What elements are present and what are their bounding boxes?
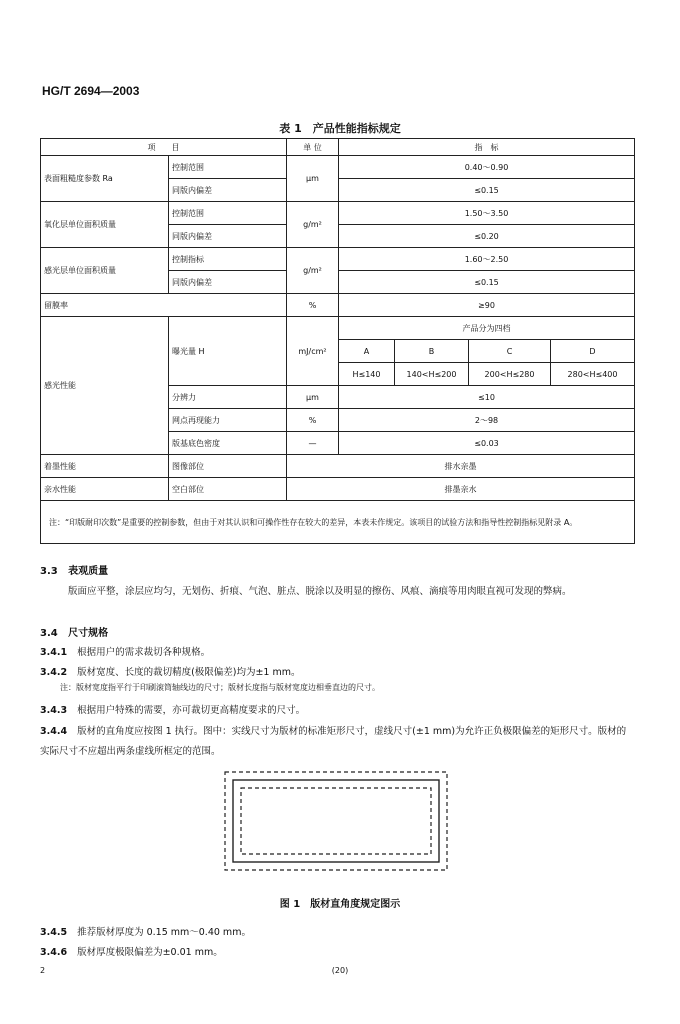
clause-number: 3.4.2 [40, 667, 68, 678]
row-unit: g/m² [287, 248, 339, 294]
row-value: 1.50～3.50 [339, 202, 635, 225]
grade-range: 280<H≤400 [551, 363, 635, 386]
clause-text: 版材宽度、长度的裁切精度(极限偏差)均为±1 mm。 [77, 667, 301, 678]
row-name: 留膜率 [41, 294, 287, 317]
header-item: 项 目 [41, 139, 287, 156]
table-row [41, 455, 635, 478]
paragraph-3-3: 版面应平整，涂层应均匀，无划伤、折痕、气泡、脏点、脱涂以及明显的擦伤、风痕、滴痕等用肉眼直视可发现的弊病。 [68, 586, 572, 597]
row-name: 感光性能 [41, 317, 169, 455]
row-name: 着墨性能 [41, 455, 169, 478]
row-sub: 版基底色密度 [169, 432, 287, 455]
grade-label: B [395, 340, 469, 363]
header-value: 指 标 [339, 139, 635, 156]
clause-3-4-1 [40, 644, 210, 658]
row-unit: % [287, 409, 339, 432]
row-value: ≤0.15 [339, 271, 635, 294]
clause-number: 3.4.3 [40, 705, 68, 716]
clause-text: 版材的直角度应按图 1 执行。图中：实线尺寸为版材的标准矩形尺寸，虚线尺寸(±1 mm)为允许正负极限偏差的矩形尺寸。版材的实际尺寸不应超出两条虚线所框定的范围。 [40, 726, 627, 757]
standard-number: HG/T 2694—2003 [42, 84, 140, 98]
row-name: 感光层单位面积质量 [41, 248, 169, 294]
section-number: 3.4 [40, 628, 58, 639]
row-sub: 网点再现能力 [169, 409, 287, 432]
row-sub: 曝光量 H [169, 317, 287, 386]
grade-label: C [469, 340, 551, 363]
row-value: 排墨亲水 [287, 478, 635, 501]
clause-3-4-3 [40, 702, 305, 716]
row-value: 0.40～0.90 [339, 156, 635, 179]
grade-label: D [551, 340, 635, 363]
outer-dashed-rect [225, 772, 447, 870]
row-sub: 同版内偏差 [169, 179, 287, 202]
row-value: 2～98 [339, 409, 635, 432]
standard-solid-rect [233, 780, 439, 862]
table-row [41, 294, 635, 317]
table-note: 注：“印版耐印次数”是重要的控制参数，但由于对其认识和可操作性存在较大的差异，本表未作规定。该项目的试验方法和指导性控制指标见附录 A。 [41, 501, 635, 544]
row-name: 氧化层单位面积质量 [41, 202, 169, 248]
section-3-4 [40, 624, 108, 639]
grade-note: 产品分为四档 [339, 317, 635, 340]
table-row [41, 156, 635, 179]
grade-label: A [339, 340, 395, 363]
row-unit: g/m² [287, 202, 339, 248]
clause-3-4-6 [40, 944, 223, 958]
row-value: ≤10 [339, 386, 635, 409]
row-unit: % [287, 294, 339, 317]
grade-range: 140<H≤200 [395, 363, 469, 386]
row-sub: 控制范围 [169, 202, 287, 225]
spec-table [40, 138, 635, 544]
table-row [41, 317, 635, 340]
table-row [41, 478, 635, 501]
row-name: 表面粗糙度参数 Ra [41, 156, 169, 202]
clause-number: 3.4.4 [40, 726, 68, 737]
clause-number: 3.4.5 [40, 927, 68, 938]
row-value: ≤0.15 [339, 179, 635, 202]
section-3-3 [40, 562, 108, 577]
row-value: ≥90 [339, 294, 635, 317]
row-sub: 图像部位 [169, 455, 287, 478]
clause-number: 3.4.1 [40, 647, 68, 658]
clause-number: 3.4.6 [40, 947, 68, 958]
row-unit: — [287, 432, 339, 455]
row-sub: 控制指标 [169, 248, 287, 271]
row-sub: 空白部位 [169, 478, 287, 501]
row-unit: mJ/cm² [287, 317, 339, 386]
clause-3-4-5 [40, 924, 251, 938]
page-sequence: (20) [331, 966, 349, 975]
grade-range: H≤140 [339, 363, 395, 386]
table-caption: 表 1 产品性能指标规定 [279, 122, 401, 135]
row-sub: 同版内偏差 [169, 271, 287, 294]
row-value: ≤0.20 [339, 225, 635, 248]
clause-text: 版材厚度极限偏差为±0.01 mm。 [77, 947, 223, 958]
section-number: 3.3 [40, 566, 58, 577]
clause-3-4-4 [40, 722, 634, 762]
row-unit: μm [287, 156, 339, 202]
row-value: 1.60～2.50 [339, 248, 635, 271]
clause-3-4-2 [40, 664, 301, 678]
row-sub: 同版内偏差 [169, 225, 287, 248]
page-number: 2 [40, 966, 46, 975]
row-sub: 控制范围 [169, 156, 287, 179]
inner-dashed-rect [241, 788, 431, 854]
row-value: ≤0.03 [339, 432, 635, 455]
squareness-figure [223, 770, 449, 872]
header-unit: 单 位 [287, 139, 339, 156]
row-unit: μm [287, 386, 339, 409]
grade-range: 200<H≤280 [469, 363, 551, 386]
table-row [41, 248, 635, 271]
row-name: 亲水性能 [41, 478, 169, 501]
figure-caption: 图 1 版材直角度规定图示 [279, 899, 401, 910]
section-title: 表观质量 [68, 566, 109, 577]
table-note-row [41, 501, 635, 544]
section-title: 尺寸规格 [68, 628, 109, 639]
table-row [41, 202, 635, 225]
clause-3-4-2-note: 注：版材宽度指平行于印刷滚筒轴线边的尺寸；版材长度指与版材宽度边相垂直边的尺寸。 [60, 683, 380, 692]
row-value: 排水亲墨 [287, 455, 635, 478]
clause-text: 根据用户的需求裁切各种规格。 [77, 647, 211, 658]
clause-text: 推荐版材厚度为 0.15 mm～0.40 mm。 [77, 927, 251, 938]
row-sub: 分辨力 [169, 386, 287, 409]
clause-text: 根据用户特殊的需要，亦可裁切更高精度要求的尺寸。 [77, 705, 306, 716]
